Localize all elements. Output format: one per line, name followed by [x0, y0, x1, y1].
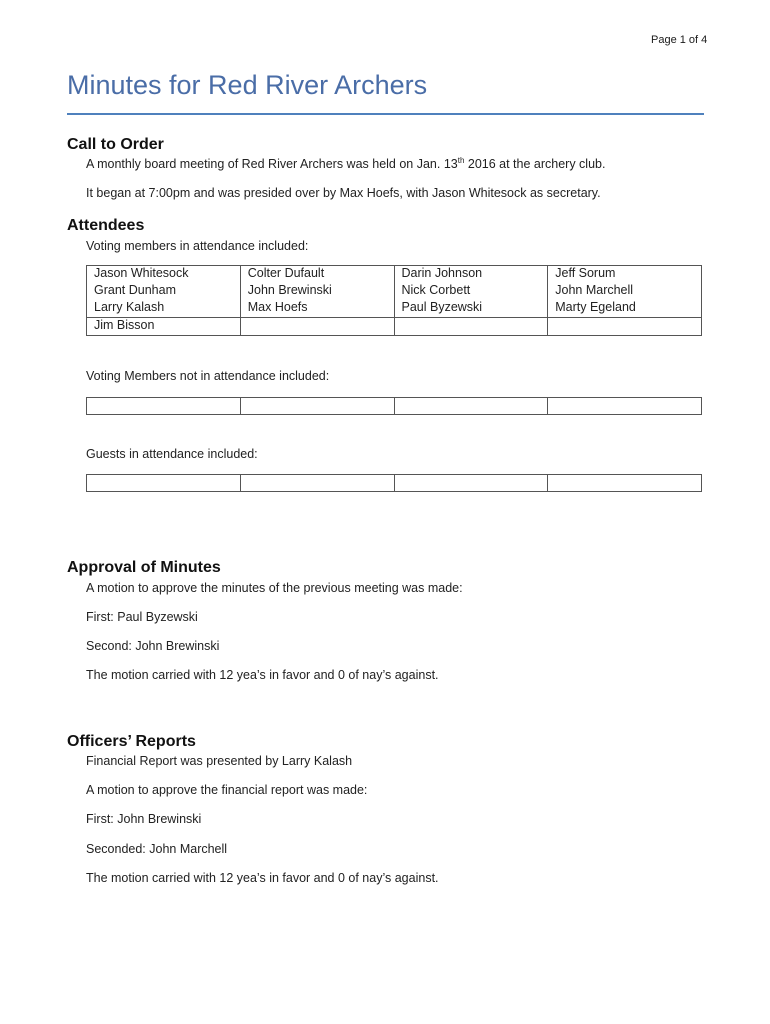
table-cell: [394, 318, 548, 336]
officers-heading: Officers’ Reports: [67, 733, 196, 750]
call-to-order-line-1: A monthly board meeting of Red River Archers was held on Jan. 13th 2016 at the archery club.: [86, 155, 606, 171]
approval-first: First: Paul Byzewski: [86, 610, 198, 624]
table-cell: Jason Whitesock: [87, 266, 241, 284]
table-cell: [87, 398, 241, 415]
table-cell: Darin Johnson: [394, 266, 548, 284]
voting-members-table: [86, 265, 702, 336]
approval-motion: A motion to approve the minutes of the previous meeting was made:: [86, 581, 463, 595]
table-cell: Jim Bisson: [87, 318, 241, 336]
absent-members-table: [86, 397, 702, 415]
table-cell: John Brewinski: [240, 283, 394, 300]
table-cell: [548, 318, 702, 336]
table-cell: John Marchell: [548, 283, 702, 300]
attendees-heading: Attendees: [67, 217, 145, 234]
table-row: [87, 283, 702, 300]
table-cell: Max Hoefs: [240, 300, 394, 318]
approval-heading: Approval of Minutes: [67, 559, 221, 576]
voting-members-intro: Voting members in attendance included:: [86, 239, 309, 253]
financial-motion: A motion to approve the financial report was made:: [86, 783, 368, 797]
absent-members-intro: Voting Members not in attendance included:: [86, 369, 330, 383]
document-title: Minutes for Red River Archers: [67, 70, 428, 100]
table-cell: [394, 475, 548, 492]
table-cell: Grant Dunham: [87, 283, 241, 300]
financial-seconded: Seconded: John Marchell: [86, 842, 228, 856]
table-row: [87, 300, 702, 318]
guests-intro: Guests in attendance included:: [86, 447, 258, 461]
table-cell: [87, 475, 241, 492]
table-row: [87, 475, 702, 492]
approval-result: The motion carried with 12 yea’s in favor and 0 of nay’s against.: [86, 668, 439, 682]
table-cell: [394, 398, 548, 415]
approval-second: Second: John Brewinski: [86, 639, 220, 653]
table-cell: [240, 398, 394, 415]
title-divider: [67, 113, 704, 115]
table-cell: Colter Dufault: [240, 266, 394, 284]
table-cell: [240, 475, 394, 492]
table-cell: [240, 318, 394, 336]
guests-table: [86, 474, 702, 492]
table-row: [87, 266, 702, 284]
table-cell: Jeff Sorum: [548, 266, 702, 284]
table-cell: Larry Kalash: [87, 300, 241, 318]
table-row: [87, 398, 702, 415]
table-cell: Paul Byzewski: [394, 300, 548, 318]
table-row: [87, 318, 702, 336]
call-to-order-heading: Call to Order: [67, 136, 164, 153]
table-cell: [548, 398, 702, 415]
table-cell: Nick Corbett: [394, 283, 548, 300]
table-cell: [548, 475, 702, 492]
financial-result: The motion carried with 12 yea’s in favor and 0 of nay’s against.: [86, 871, 439, 885]
call-to-order-line-2: It began at 7:00pm and was presided over by Max Hoefs, with Jason Whitesock as secretary.: [86, 186, 601, 200]
financial-report: Financial Report was presented by Larry Kalash: [86, 754, 353, 768]
page-number: Page 1 of 4: [651, 34, 708, 46]
financial-first: First: John Brewinski: [86, 812, 202, 826]
table-cell: Marty Egeland: [548, 300, 702, 318]
